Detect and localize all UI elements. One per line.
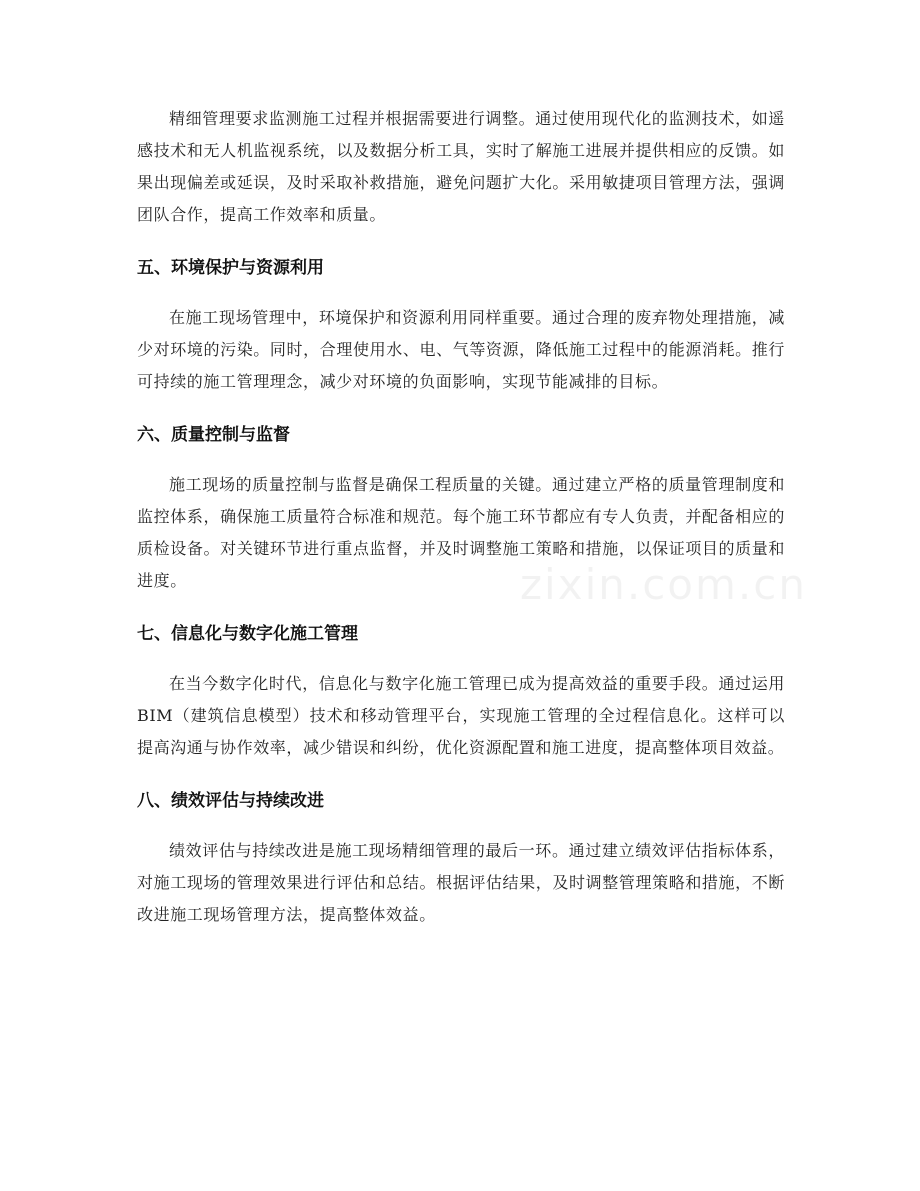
section-body-quality: 施工现场的质量控制与监督是确保工程质量的关键。通过建立严格的质量管理制度和监控体系，确保施工质量符合标准和规范。每个施工环节都应有专人负责，并配备相应的质检设备。对关键环节进行重点监督，并及时调整施工策略和措施，以保证项目的质量和进度。 — [137, 475, 785, 590]
section-heading-performance: 八、绩效评估与持续改进 — [137, 791, 324, 811]
watermark: zixin.com.cn — [520, 560, 807, 609]
section-heading-quality: 六、质量控制与监督 — [137, 425, 290, 445]
section-heading-environment: 五、环境保护与资源利用 — [137, 258, 324, 278]
intro-paragraph: 精细管理要求监测施工过程并根据需要进行调整。通过使用现代化的监测技术，如遥感技术和无人机监视系统，以及数据分析工具，实时了解施工进展并提供相应的反馈。如果出现偏差或延误，及时采取补救措施，避免问题扩大化。采用敏捷项目管理方法，强调团队合作，提高工作效率和质量。 — [137, 109, 785, 224]
section-body-performance: 绩效评估与持续改进是施工现场精细管理的最后一环。通过建立绩效评估指标体系，对施工现场的管理效果进行评估和总结。根据评估结果，及时调整管理策略和措施，不断改进施工现场管理方法，提高整体效益。 — [137, 841, 785, 924]
document-page — [137, 103, 785, 931]
section-body-environment: 在施工现场管理中，环境保护和资源利用同样重要。通过合理的废弃物处理措施，减少对环境的污染。同时，合理使用水、电、气等资源，降低施工过程中的能源消耗。推行可持续的施工管理理念，减少对环境的负面影响，实现节能减排的目标。 — [137, 308, 785, 391]
section-heading-digital: 七、信息化与数字化施工管理 — [137, 624, 358, 644]
section-body-digital: 在当今数字化时代，信息化与数字化施工管理已成为提高效益的重要手段。通过运用 BIM（建筑信息模型）技术和移动管理平台，实现施工管理的全过程信息化。这样可以提高沟通与协作效率，减少错误和纠纷，优化资源配置和施工进度，提高整体项目效益。 — [137, 674, 785, 757]
